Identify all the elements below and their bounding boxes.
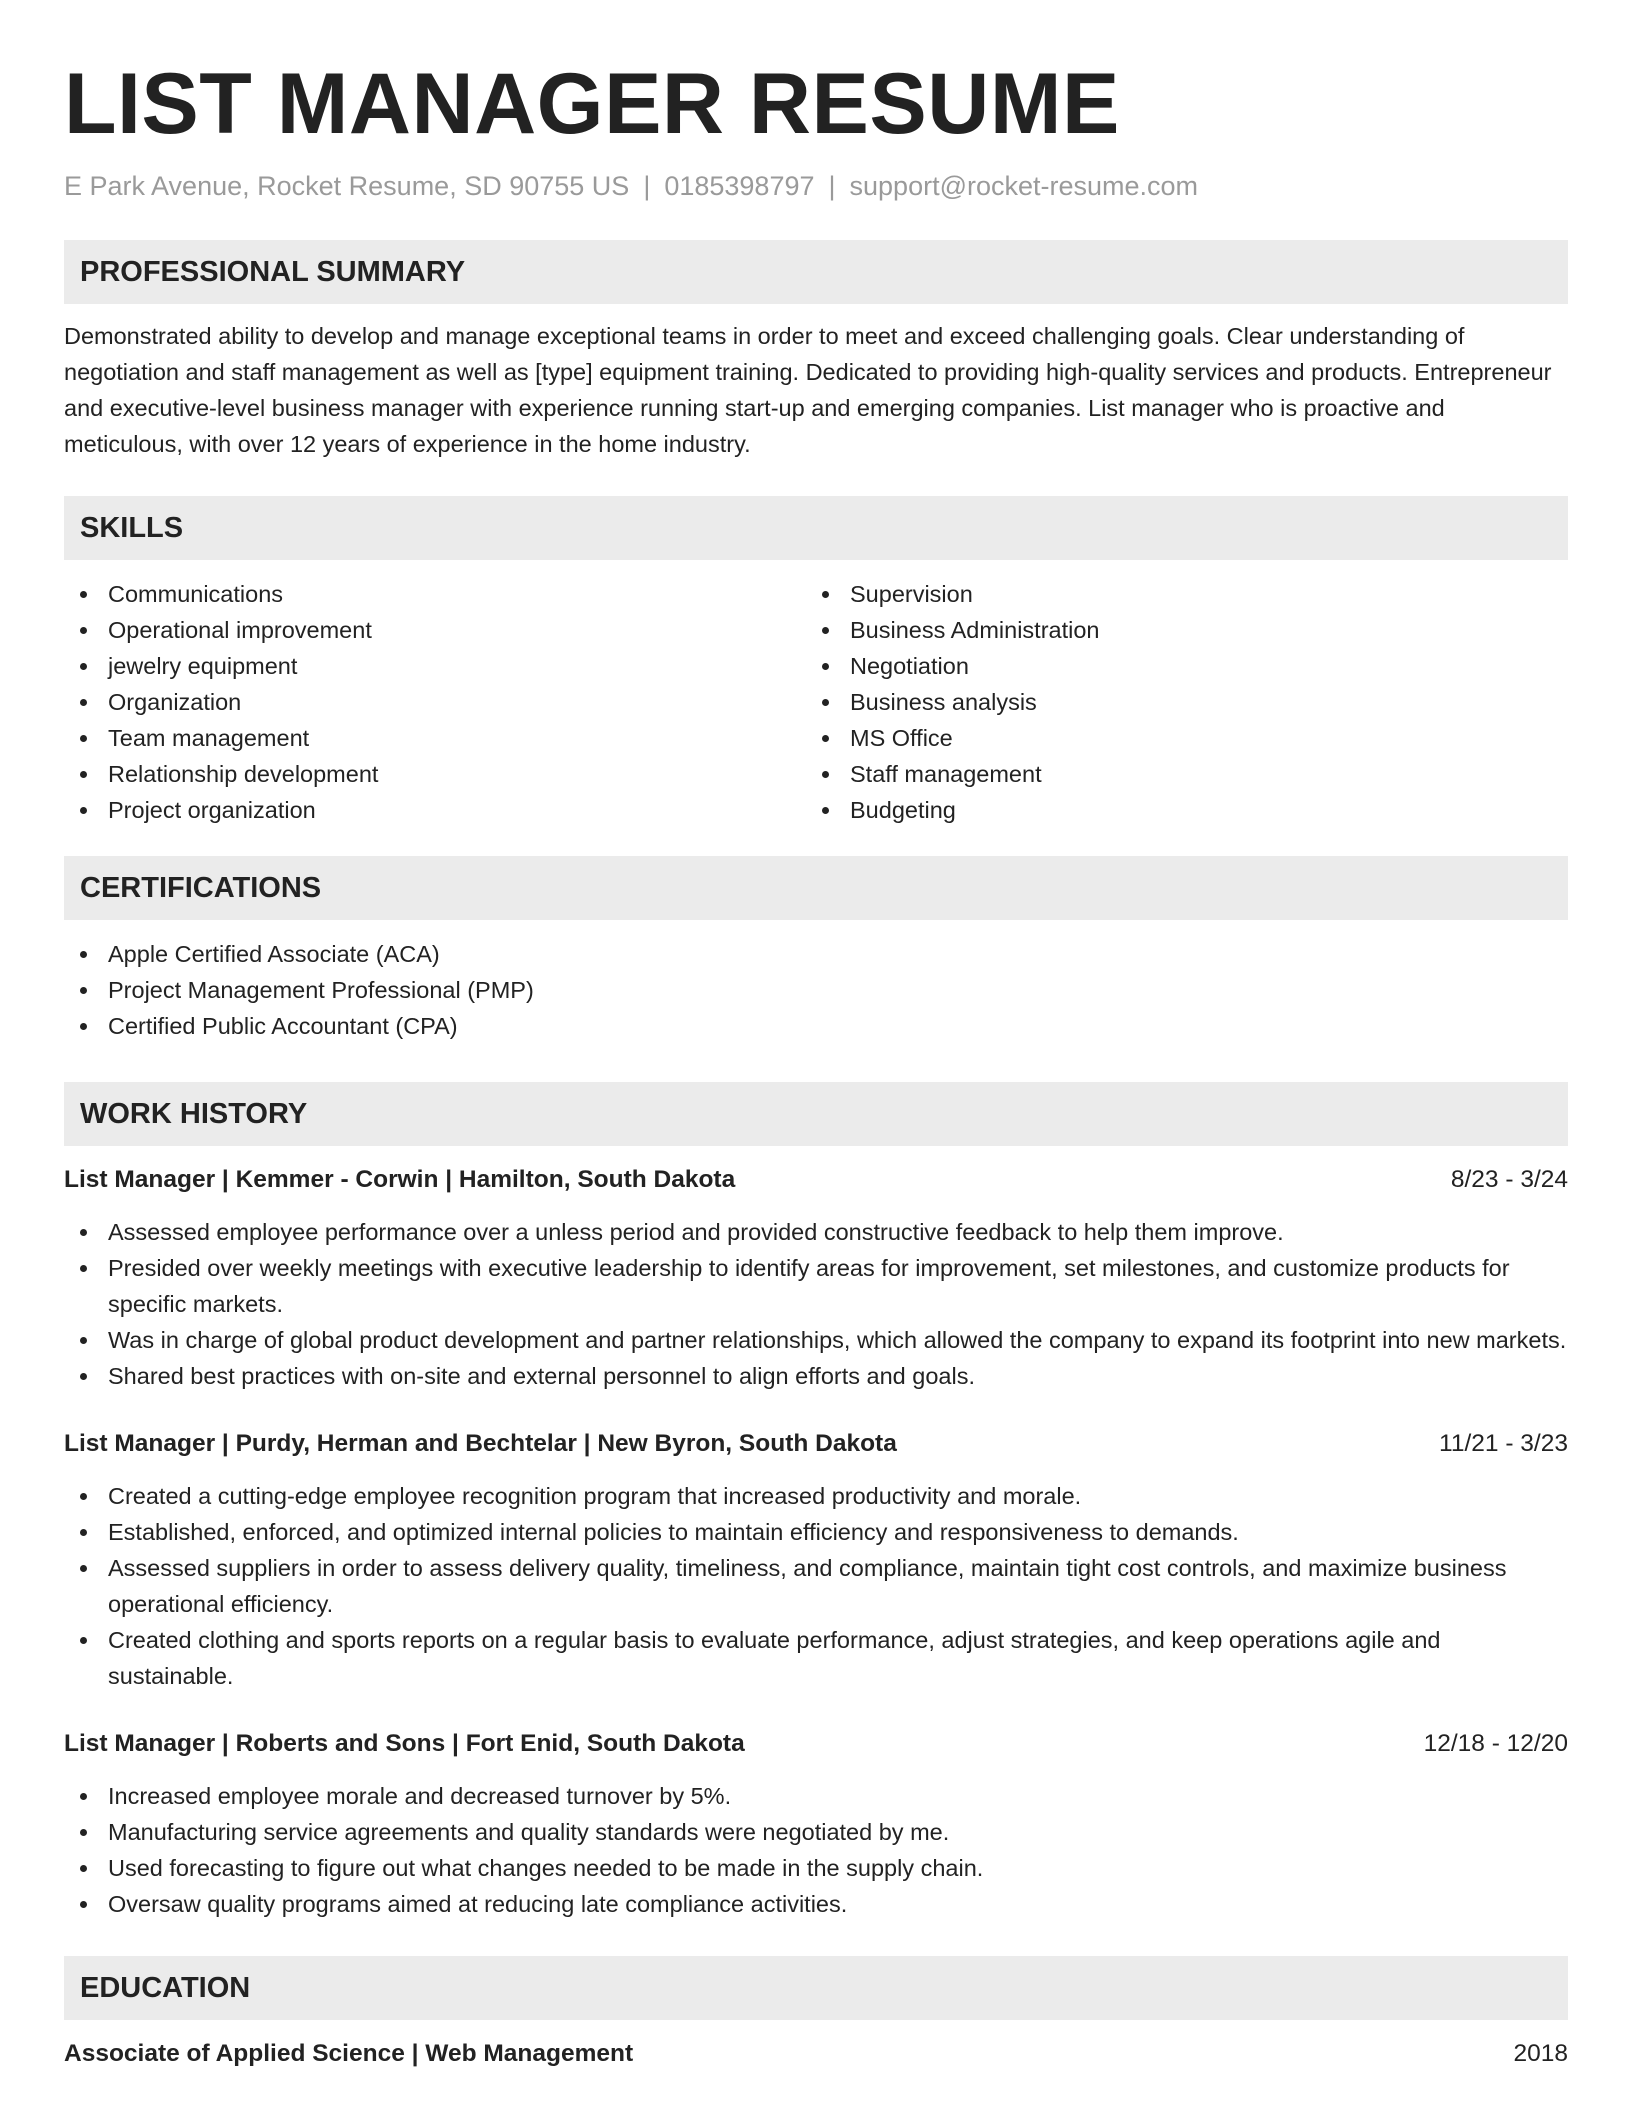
job-dates: 12/18 - 12/20 xyxy=(1423,1730,1568,1757)
contact-separator: | xyxy=(643,171,651,201)
job-bullet: Manufacturing service agreements and quality standards were negotiated by me. xyxy=(64,1814,1568,1850)
skill-item: Organization xyxy=(64,684,806,720)
job-header xyxy=(64,1726,1568,1762)
contact-address: E Park Avenue, Rocket Resume, SD 90755 US xyxy=(64,171,630,201)
job-bullet: Assessed employee performance over a unless period and provided constructive feedback to help them improve. xyxy=(64,1214,1568,1250)
job-bullet: Increased employee morale and decreased turnover by 5%. xyxy=(64,1778,1568,1814)
skill-item: Supervision xyxy=(806,576,1548,612)
skill-item: MS Office xyxy=(806,720,1548,756)
skill-item: Operational improvement xyxy=(64,612,806,648)
education-entry xyxy=(64,2036,1568,2072)
contact-separator: | xyxy=(828,171,836,201)
section-heading-skills: SKILLS xyxy=(64,496,1568,560)
contact-phone: 0185398797 xyxy=(664,171,815,201)
section-heading-education: EDUCATION xyxy=(64,1956,1568,2020)
job-bullets xyxy=(64,1778,1568,1922)
section-heading-certifications: CERTIFICATIONS xyxy=(64,856,1568,920)
contact-line xyxy=(64,168,1568,204)
job-bullet: Used forecasting to figure out what changes needed to be made in the supply chain. xyxy=(64,1850,1568,1886)
skill-item: Negotiation xyxy=(806,648,1548,684)
job-title: List Manager | Roberts and Sons | Fort Enid, South Dakota xyxy=(64,1730,745,1757)
job-bullets xyxy=(64,1478,1568,1694)
skill-item: Project organization xyxy=(64,792,806,828)
education-date: 2018 xyxy=(1513,2040,1568,2067)
skill-item: Budgeting xyxy=(806,792,1548,828)
job-bullet: Assessed suppliers in order to assess delivery quality, timeliness, and compliance, maintain tight cost controls, and maximize business operational efficiency. xyxy=(64,1550,1568,1622)
job-header xyxy=(64,1426,1568,1462)
section-heading-summary: PROFESSIONAL SUMMARY xyxy=(64,240,1568,304)
resume-name: LIST MANAGER RESUME xyxy=(64,56,1120,152)
job-bullet: Established, enforced, and optimized internal policies to maintain efficiency and responsiveness to demands. xyxy=(64,1514,1568,1550)
certification-item: Apple Certified Associate (ACA) xyxy=(64,936,1568,972)
skill-item: Relationship development xyxy=(64,756,806,792)
skill-item: Communications xyxy=(64,576,806,612)
job-title: List Manager | Kemmer - Corwin | Hamilton, South Dakota xyxy=(64,1166,736,1193)
job-title: List Manager | Purdy, Herman and Bechtelar | New Byron, South Dakota xyxy=(64,1430,897,1457)
resume-page xyxy=(64,0,1568,2072)
certification-item: Project Management Professional (PMP) xyxy=(64,972,1568,1008)
job-bullet: Created a cutting-edge employee recognition program that increased productivity and morale. xyxy=(64,1478,1568,1514)
job-bullet: Oversaw quality programs aimed at reducing late compliance activities. xyxy=(64,1886,1568,1922)
skill-item: Business Administration xyxy=(806,612,1548,648)
section-heading-work-history: WORK HISTORY xyxy=(64,1082,1568,1146)
skills-list-right xyxy=(806,576,1548,828)
job-bullet: Presided over weekly meetings with executive leadership to identify areas for improvement, set milestones, and customize products for specific markets. xyxy=(64,1250,1568,1322)
job-bullet: Created clothing and sports reports on a regular basis to evaluate performance, adjust strategies, and keep operations agile and sustainable. xyxy=(64,1622,1568,1694)
skill-item: Team management xyxy=(64,720,806,756)
education-title: Associate of Applied Science | Web Management xyxy=(64,2040,634,2067)
job-dates: 11/21 - 3/23 xyxy=(1439,1430,1568,1457)
skill-item: jewelry equipment xyxy=(64,648,806,684)
job-bullet: Shared best practices with on-site and external personnel to align efforts and goals. xyxy=(64,1358,1568,1394)
job-bullet: Was in charge of global product development and partner relationships, which allowed the company to expand its footprint into new markets. xyxy=(64,1322,1568,1358)
certification-item: Certified Public Accountant (CPA) xyxy=(64,1008,1568,1044)
skill-item: Business analysis xyxy=(806,684,1548,720)
summary-text: Demonstrated ability to develop and manage exceptional teams in order to meet and exceed challenging goals. Clear understanding of negotiation and staff management as well as [type] equipment training. Dedicated to providing high-quality services and products. Entrepreneur and executive-level business manager with experience running start-up and emerging companies. List manager who is proactive and meticulous, with over 12 years of experience in the home industry. xyxy=(64,323,1552,457)
job-bullets xyxy=(64,1214,1568,1394)
job-dates: 8/23 - 3/24 xyxy=(1450,1166,1568,1193)
contact-email: support@rocket-resume.com xyxy=(849,171,1199,201)
certifications-list xyxy=(64,936,1568,1044)
skills-grid xyxy=(64,576,1568,828)
skills-list-left xyxy=(64,576,806,828)
job-header xyxy=(64,1162,1568,1198)
skill-item: Staff management xyxy=(806,756,1548,792)
